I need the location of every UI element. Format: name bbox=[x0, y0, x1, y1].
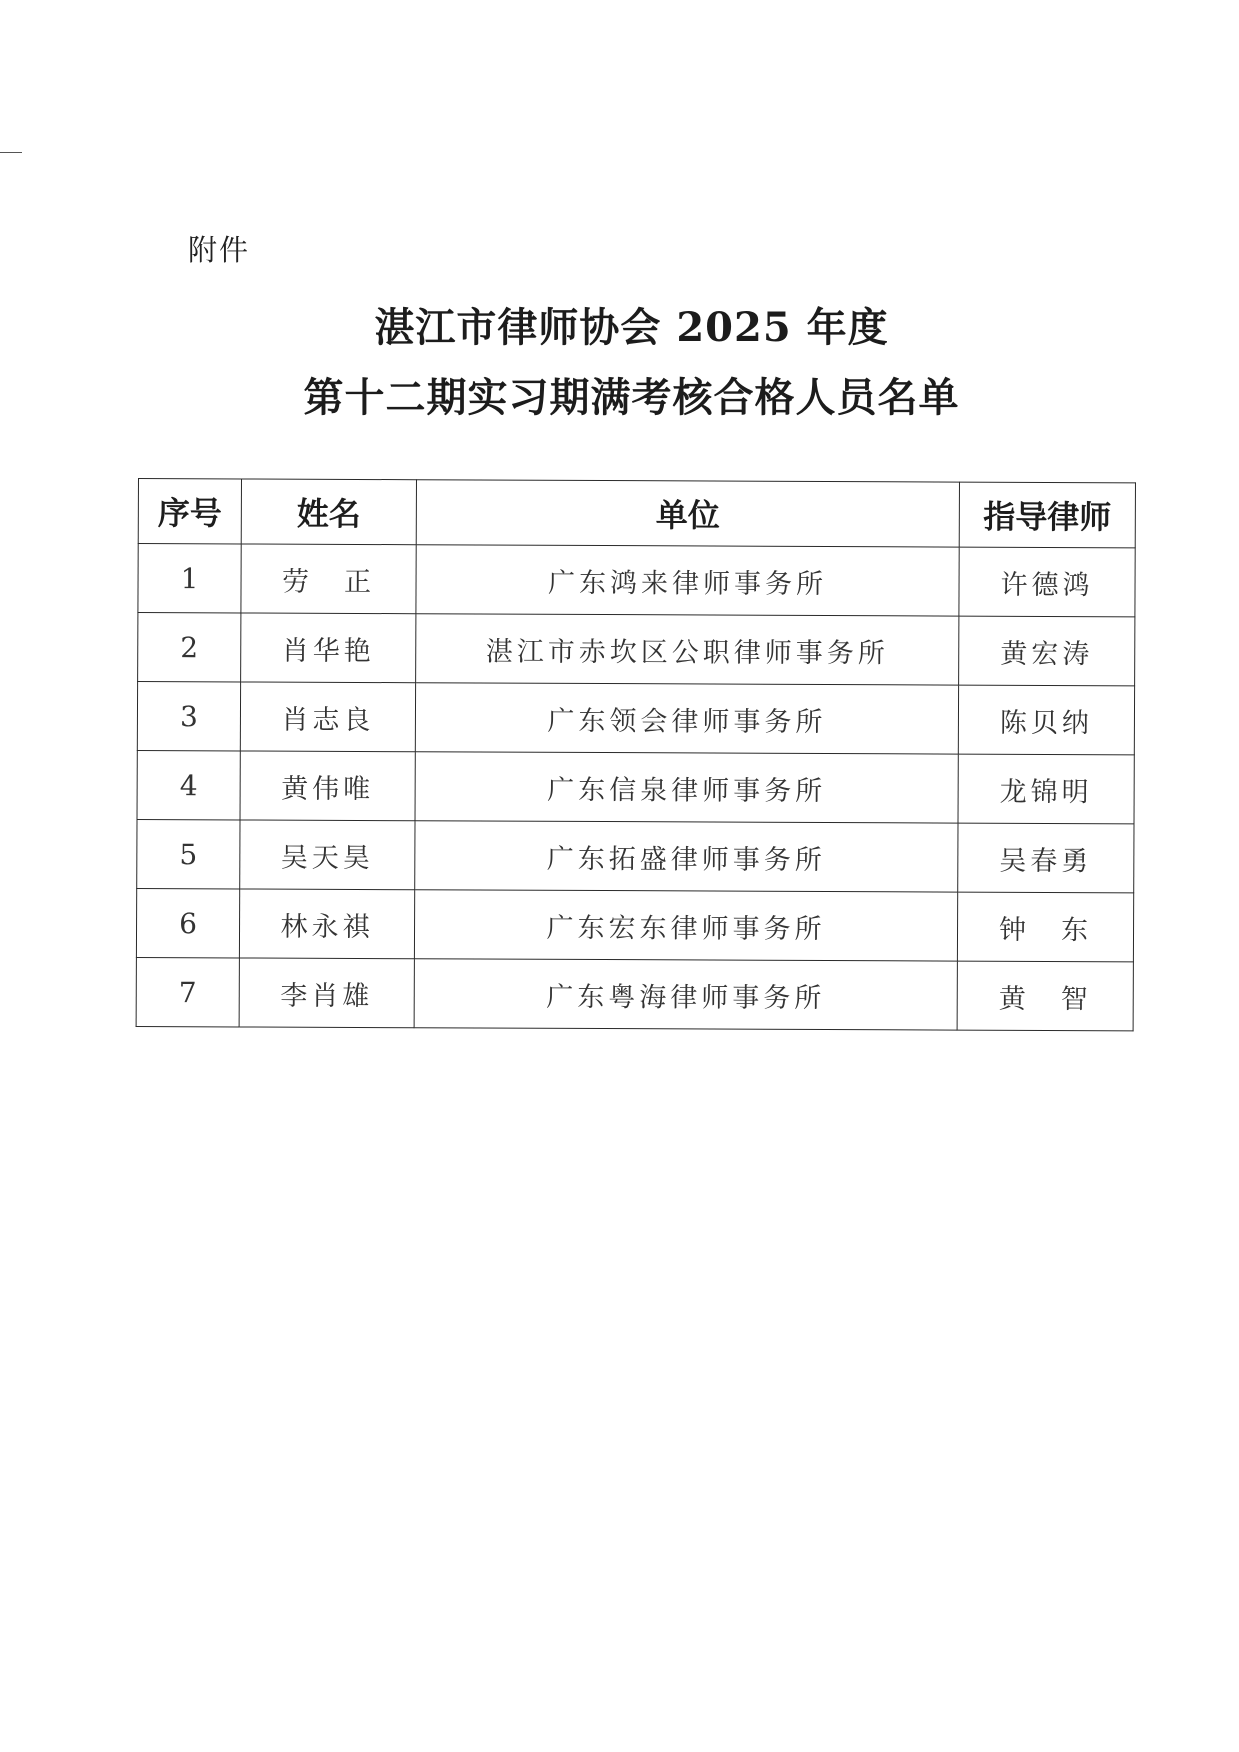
row-seq: 1 bbox=[138, 544, 241, 613]
row-seq: 6 bbox=[136, 888, 239, 957]
scan-edge-mark bbox=[0, 152, 22, 153]
header-name: 姓名 bbox=[241, 479, 416, 545]
table-row bbox=[138, 544, 1135, 617]
qualified-personnel-table bbox=[136, 478, 1136, 1031]
header-seq: 序号 bbox=[138, 479, 241, 544]
row-name: 李肖雄 bbox=[239, 958, 414, 1028]
document-title-line-2: 第十二期实习期满考核合格人员名单 bbox=[303, 374, 960, 421]
row-seq: 4 bbox=[137, 750, 240, 819]
row-name: 林永祺 bbox=[239, 889, 414, 959]
table-header-row bbox=[138, 479, 1135, 548]
row-name: 肖华艳 bbox=[241, 613, 416, 683]
header-advisor: 指导律师 bbox=[959, 482, 1135, 548]
row-advisor: 陈贝纳 bbox=[958, 685, 1134, 755]
row-unit: 广东鸿来律师事务所 bbox=[416, 545, 959, 616]
table-row bbox=[136, 888, 1133, 961]
row-unit: 广东信泉律师事务所 bbox=[415, 752, 958, 823]
row-name: 劳 正 bbox=[241, 544, 416, 614]
row-advisor: 钟 东 bbox=[957, 892, 1133, 962]
header-unit: 单位 bbox=[416, 480, 959, 547]
row-advisor: 黄宏涛 bbox=[959, 616, 1135, 686]
row-advisor: 黄 智 bbox=[957, 961, 1133, 1031]
row-seq: 2 bbox=[138, 613, 241, 682]
table-row bbox=[137, 750, 1134, 823]
row-seq: 3 bbox=[137, 682, 240, 751]
row-advisor: 许德鸿 bbox=[959, 547, 1135, 617]
table-row bbox=[136, 957, 1133, 1030]
table-row bbox=[137, 819, 1134, 892]
row-unit: 湛江市赤坎区公职律师事务所 bbox=[416, 614, 959, 685]
row-name: 黄伟唯 bbox=[240, 751, 415, 821]
row-unit: 广东领会律师事务所 bbox=[415, 683, 958, 754]
row-unit: 广东宏东律师事务所 bbox=[414, 890, 957, 961]
row-advisor: 吴春勇 bbox=[958, 823, 1134, 893]
document-title-line-1: 湛江市律师协会 2025 年度 bbox=[374, 304, 889, 351]
row-name: 吴天昊 bbox=[240, 820, 415, 890]
table-row bbox=[137, 682, 1134, 755]
table-row bbox=[138, 613, 1135, 686]
row-unit: 广东粤海律师事务所 bbox=[414, 959, 957, 1030]
row-advisor: 龙锦明 bbox=[958, 754, 1134, 824]
row-name: 肖志良 bbox=[240, 682, 415, 752]
row-unit: 广东拓盛律师事务所 bbox=[415, 821, 958, 892]
attachment-label: 附件 bbox=[188, 233, 251, 267]
row-seq: 5 bbox=[137, 819, 240, 888]
row-seq: 7 bbox=[136, 957, 239, 1026]
